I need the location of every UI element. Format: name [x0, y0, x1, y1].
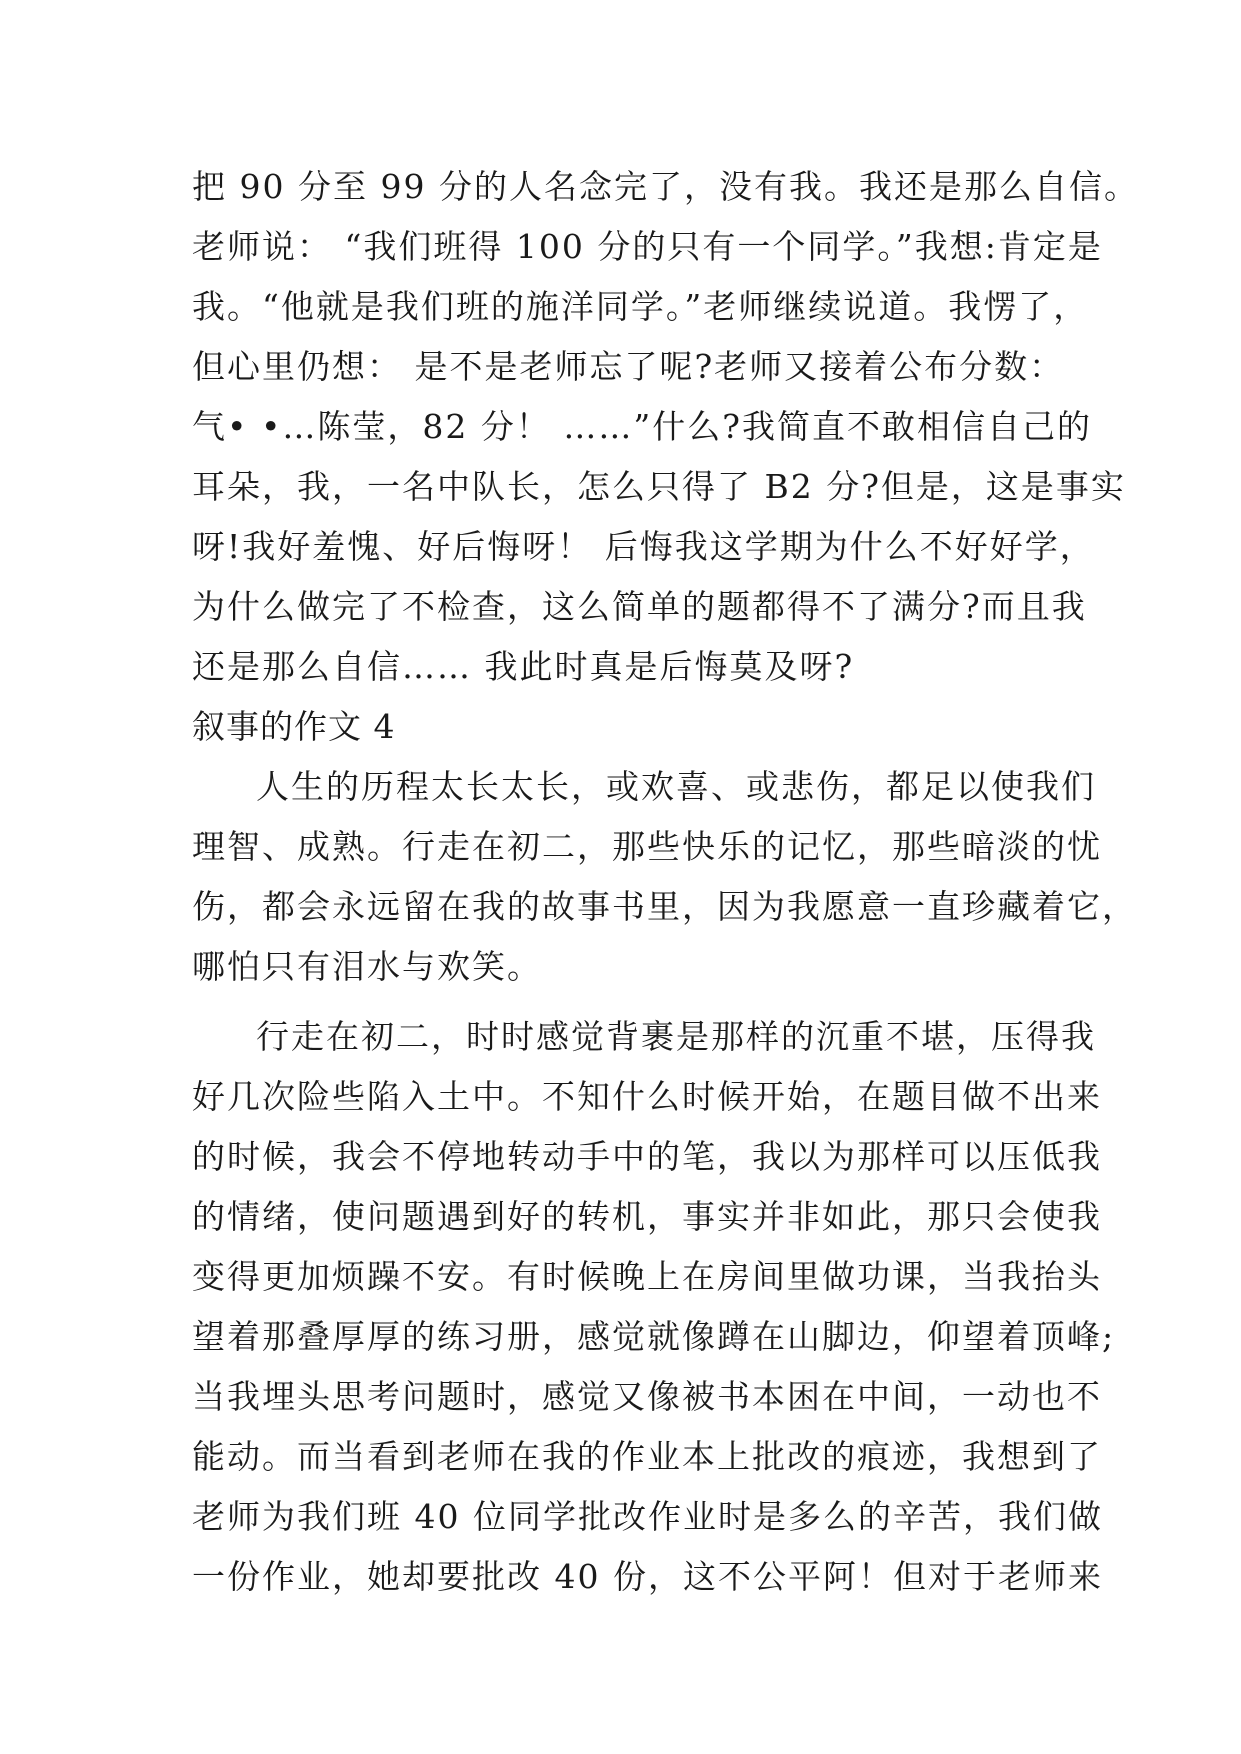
text-line: 哪怕只有泪水与欢笑。	[192, 947, 542, 986]
text-line: 行走在初二，时时感觉背裹是那样的沉重不堪，压得我	[256, 1017, 1096, 1056]
text-line: 呀!我好羞愧、好后悔呀！ 后悔我这学期为什么不好好学，	[192, 527, 1095, 566]
text-line: 的时候，我会不停地转动手中的笔，我以为那样可以压低我	[192, 1137, 1102, 1176]
text-line: 但心里仍想： 是不是老师忘了呢?老师又接着公布分数：	[192, 347, 1065, 386]
text-line: 老师为我们班 40 位同学批改作业时是多么的辛苦，我们做	[192, 1497, 1103, 1536]
text-line: 人生的历程太长太长，或欢喜、或悲伤，都足以使我们	[256, 767, 1096, 806]
text-line: 为什么做完了不检查，这么简单的题都得不了满分?而且我	[192, 587, 1087, 626]
text-line: 好几次险些陷入土中。不知什么时候开始，在题目做不出来	[192, 1077, 1102, 1116]
text-line: 理智、成熟。行走在初二，那些快乐的记忆，那些暗淡的忧	[192, 827, 1102, 866]
text-line: 当我埋头思考问题时，感觉又像被书本困在中间，一动也不	[192, 1377, 1102, 1416]
text-line: 还是那么自信…… 我此时真是后悔莫及呀?	[192, 647, 855, 686]
text-line: 耳朵，我，一名中队长，怎么只得了 B2 分?但是，这是事实	[192, 467, 1126, 506]
text-line: 的情绪，使问题遇到好的转机，事实并非如此，那只会使我	[192, 1197, 1102, 1236]
text-line: 一份作业，她却要批改 40 份，这不公平阿！但对于老师来	[192, 1557, 1103, 1596]
text-line: 望着那叠厚厚的练习册，感觉就像蹲在山脚边，仰望着顶峰;	[192, 1317, 1116, 1356]
section-title: 叙事的作文 4	[192, 707, 396, 746]
text-line: 老师说： “我们班得 100 分的只有一个同学。”我想:肯定是	[192, 227, 1103, 266]
text-line: 变得更加烦躁不安。有时候晚上在房间里做功课，当我抬头	[192, 1257, 1102, 1296]
text-line: 伤，都会永远留在我的故事书里，因为我愿意一直珍藏着它，	[192, 887, 1137, 926]
text-line: 我。“他就是我们班的施洋同学。”老师继续说道。我愣了，	[192, 287, 1089, 326]
text-line: 能动。而当看到老师在我的作业本上批改的痕迹，我想到了	[192, 1437, 1102, 1476]
text-line: 气• •…陈莹，82 分！ ……”什么?我简直不敢相信自己的	[192, 407, 1092, 446]
text-line: 把 90 分至 99 分的人名念完了，没有我。我还是那么自信。	[192, 167, 1139, 206]
